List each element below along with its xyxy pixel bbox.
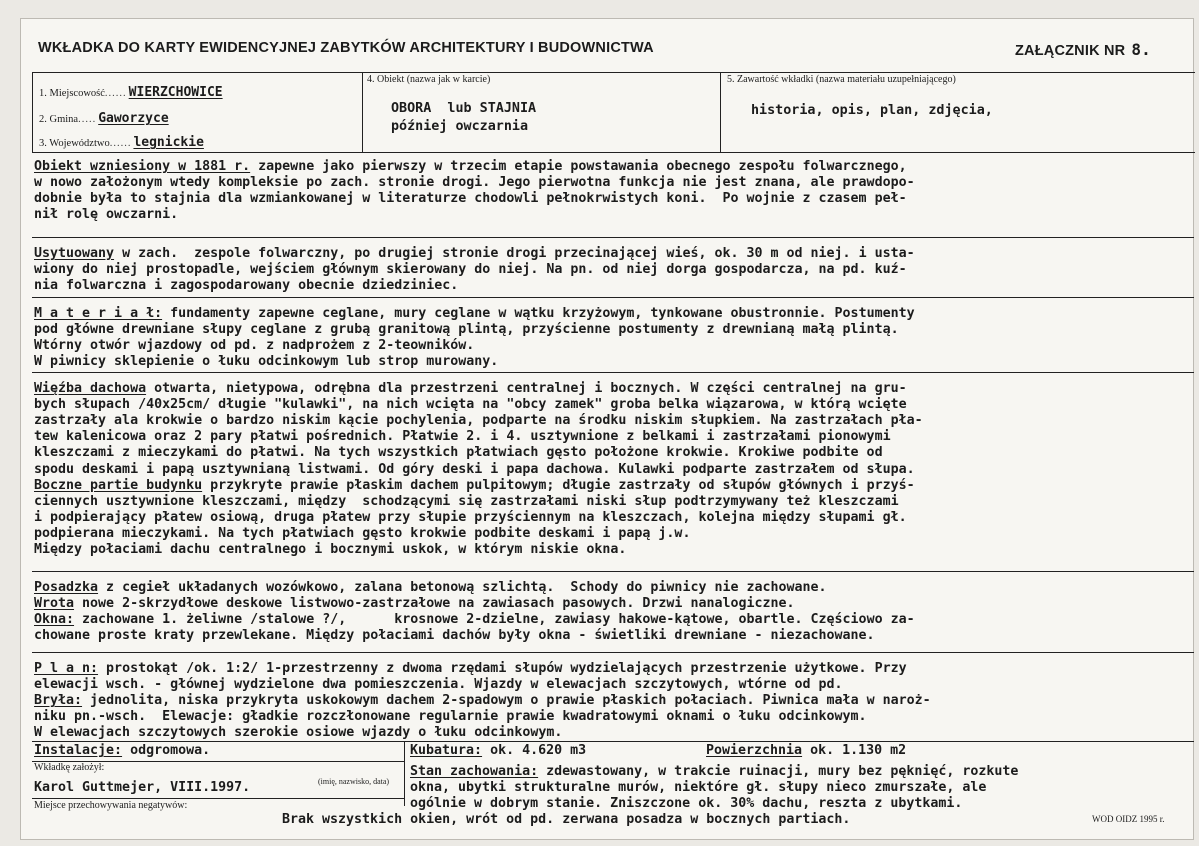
author-caption: (imię, nazwisko, data) bbox=[318, 777, 390, 786]
body-line: M a t e r i a ł: fundamenty zapewne ceglane, mury ceglane w wątku krzyżowym, tynkowane obustronnie. Postumenty bbox=[34, 306, 915, 321]
heading-term: Okna: bbox=[34, 612, 75, 628]
form-title: WKŁADKA DO KARTY EWIDENCYJNEJ ZABYTKÓW ARCHITEKTURY I BUDOWNICTWA bbox=[38, 40, 654, 56]
body-line: Usytuowany w zach. zespole folwarczny, po drugiej stronie drogi przecinającej wieś, ok. 30 m od niej. i usta- bbox=[34, 246, 915, 261]
gmina-value: Gaworzyce bbox=[98, 111, 169, 126]
miejscowosc-field: 1. Miejscowość...... WIERZCHOWICE bbox=[39, 85, 223, 100]
body-line: Między połaciami dachu centralnego i bocznymi uskok, w którym niskie okna. bbox=[34, 542, 627, 557]
heading-term: Bryła: bbox=[34, 693, 83, 709]
zalozyl-label: Wkładkę założył: bbox=[34, 762, 105, 773]
body-line: podpierana mieczykami. Na tych płatwiach gęsto krokwie podbite deskami i papą j.w. bbox=[34, 525, 691, 541]
contents-box bbox=[720, 72, 1195, 153]
body-line: Wtórny otwór wjazdowy od pd. z nadprożem z 2-teowników. bbox=[34, 338, 475, 354]
object-box bbox=[362, 72, 721, 153]
miejscowosc-value: WIERZCHOWICE bbox=[128, 85, 223, 100]
print-mark: WOD OIDZ 1995 r. bbox=[1092, 814, 1165, 824]
body-line: bych słupach /40x25cm/ długie "kulawki", na nich wcięta na "obcy zamek" groba belka wiązarowa, w którą wcięte bbox=[34, 397, 907, 413]
body-line: P l a n: prostokąt /ok. 1:2/ 1-przestrzenny z dwoma rzędami słupów wydzielających przestrzenie użytkowe. Przy bbox=[34, 661, 907, 676]
body-line: chowane proste kraty przewlekane. Między połaciami dachów były okna - świetliki drewniane - niezachowane. bbox=[34, 628, 875, 644]
body-line: Boczne partie budynku przykryte prawie płaskim dachem pulpitowym; długie zastrzały od słupów głównych i przyś- bbox=[34, 477, 915, 493]
object-later-use: później owczarnia bbox=[391, 119, 529, 134]
author: Karol Guttmejer, VIII.1997. bbox=[34, 780, 251, 795]
body-line: Bryła: jednolita, niska przykryta uskokowym dachem 2-spadowym o prawie płaskich połaciach. Piwnica mała w naroż- bbox=[34, 693, 931, 709]
body-line: zastrzały ala krokwie o bardzo niskim kącie pochylenia, podparte na środku niskim słupkiem. Na zastrzałach pła- bbox=[34, 413, 923, 429]
stan-line-3: ogólnie w dobrym stanie. Zniszczone ok. 30% dachu, reszta z ubytkami. bbox=[410, 796, 963, 811]
powierzchnia: Powierzchnia ok. 1.130 m2 bbox=[706, 743, 907, 758]
paragraph-separator bbox=[32, 237, 1194, 238]
wojewodztwo-field: 3. Województwo...... legnickie bbox=[39, 135, 204, 150]
body-line: dobnie była to stajnia dla wzmiankowanej w literaturze chodowli pełnokrwistych koni. Po wojnie z czasem peł- bbox=[34, 191, 907, 207]
heading-term: Wrota bbox=[34, 596, 75, 612]
paragraph-separator bbox=[32, 652, 1194, 653]
contents-label: 5. Zawartość wkładki (nazwa materiału uzupełniającego) bbox=[727, 74, 956, 85]
wojewodztwo-value: legnickie bbox=[133, 135, 204, 150]
heading-term: Usytuowany bbox=[34, 246, 115, 261]
body-line: elewacji wsch. - głównej wydzielone dwa pomieszczenia. Wjazdy w elewacjach szczytowych, wtórne od pd. bbox=[34, 677, 843, 693]
footer-separator bbox=[32, 741, 1194, 742]
stan-zachowania: Stan zachowania: zdewastowany, w trakcie ruinacji, mury bez pęknięć, rozkute bbox=[410, 764, 1019, 779]
body-line: tew kalenicowa oraz 2 pary płatwi pośrednich. Płatwie 2. i 4. usztywnione z belkami i zastrzałami pionowymi bbox=[34, 429, 891, 445]
paragraph-separator bbox=[32, 297, 1194, 298]
heading-term: Posadzka bbox=[34, 580, 99, 595]
body-line: Obiekt wzniesiony w 1881 r. zapewne jako pierwszy w trzecim etapie powstawania obecnego zespołu folwarcznego, bbox=[34, 159, 907, 174]
attachment-number bbox=[1015, 40, 1151, 59]
body-line: ciennych usztywnione kleszczami, między schodzącymi się zastrzałami niski słup podtrzymywany też kleszczami bbox=[34, 493, 899, 509]
stan-line-2: okna, ubytki strukturalne murów, niektóre gł. słupy nieco zmurszałe, ale bbox=[410, 780, 987, 795]
contents-value: historia, opis, plan, zdjęcia, bbox=[751, 103, 993, 118]
body-line: nił rolę owczarni. bbox=[34, 207, 179, 223]
paragraph-separator bbox=[32, 571, 1194, 572]
object-name: OBORA lub STAJNIA bbox=[391, 101, 537, 116]
body-line: Okna: zachowane 1. żeliwne /stalowe ?/, krosnowe 2-dzielne, zawiasy hakowe-kątowe, obartle. Częściowo za- bbox=[34, 612, 915, 628]
body-line: W elewacjach szczytowych szerokie osiowe wjazdy o łuku odcinkowym. bbox=[34, 725, 563, 741]
body-line: niku pn.-wsch. Elewacje: gładkie rozczłonowane regularnie prawie kwadratowymi oknami o łuku odcinkowym. bbox=[34, 709, 867, 725]
body-line: kleszczami z mieczykami do płatwi. Na tych wszystkich płatwiach gęsto położone krokwie. Krokiwe podbite od bbox=[34, 445, 883, 461]
body-line: wiony do niej prostopadle, wejściem głównym skierowany do niej. Na pn. od niej dorga gospodarcza, na pd. kuź- bbox=[34, 262, 907, 278]
body-line: Wrota nowe 2-skrzydłowe deskowe listwowo-zastrzałowe na zawiasach pasowych. Drzwi nanalogiczne. bbox=[34, 596, 795, 612]
heading-term: Więźba dachowa bbox=[34, 381, 147, 396]
stan-line-4: Brak wszystkich okien, wrót od pd. zerwana posadza w bocznych partiach. bbox=[282, 812, 851, 827]
gmina-field: 2. Gmina..... Gaworzyce bbox=[39, 111, 169, 126]
negatives-label: Miejsce przechowywania negatywów: bbox=[34, 800, 188, 811]
heading-term: P l a n: bbox=[34, 661, 99, 676]
object-label: 4. Obiekt (nazwa jak w karcie) bbox=[367, 74, 491, 85]
attachment-label: ZAŁĄCZNIK NR bbox=[1014, 43, 1126, 59]
body-line: w nowo założonym wtedy kompleksie po zach. stronie drogi. Jego pierwotna funkcja nie jest znana, ale prawdopo- bbox=[34, 175, 915, 191]
heading-term: Obiekt wzniesiony w 1881 r. bbox=[34, 159, 251, 174]
body-line: Więźba dachowa otwarta, nietypowa, odrębna dla przestrzeni centralnej i bocznych. W części centralnej na gru- bbox=[34, 381, 907, 396]
body-line: i podpierający płatew osiową, druga płatew przy słupie przyściennym na kleszczach, kolejna między słupami gł. bbox=[34, 509, 907, 525]
body-line: spodu deskami i papą usztywnianą listwami. Od góry deski i papa dachowa. Kulawki podparte zastrzałem od słupa. bbox=[34, 461, 915, 477]
body-line: pod główne drewniane słupy ceglane z grubą granitową plintą, przyścienne postumenty z drewnianą małą plintą. bbox=[34, 322, 899, 338]
body-line: W piwnicy sklepienie o łuku odcinkowym lub strop murowany. bbox=[34, 354, 499, 370]
body-line: Posadzka z cegieł układanych wozówkowo, zalana betonową szlichtą. Schody do piwnicy nie zachowane. bbox=[34, 580, 827, 595]
heading-term: Boczne partie budynku bbox=[34, 477, 203, 493]
paragraph-separator bbox=[32, 372, 1194, 373]
instalacje: Instalacje: odgromowa. bbox=[34, 743, 211, 758]
heading-term: M a t e r i a ł: bbox=[34, 306, 163, 321]
attachment-number-value: 8. bbox=[1131, 40, 1151, 59]
location-box bbox=[32, 72, 363, 153]
body-line: nia folwarczna i zagospodarowany obecnie dziedziniec. bbox=[34, 278, 459, 294]
kubatura: Kubatura: ok. 4.620 m3 bbox=[410, 743, 587, 758]
